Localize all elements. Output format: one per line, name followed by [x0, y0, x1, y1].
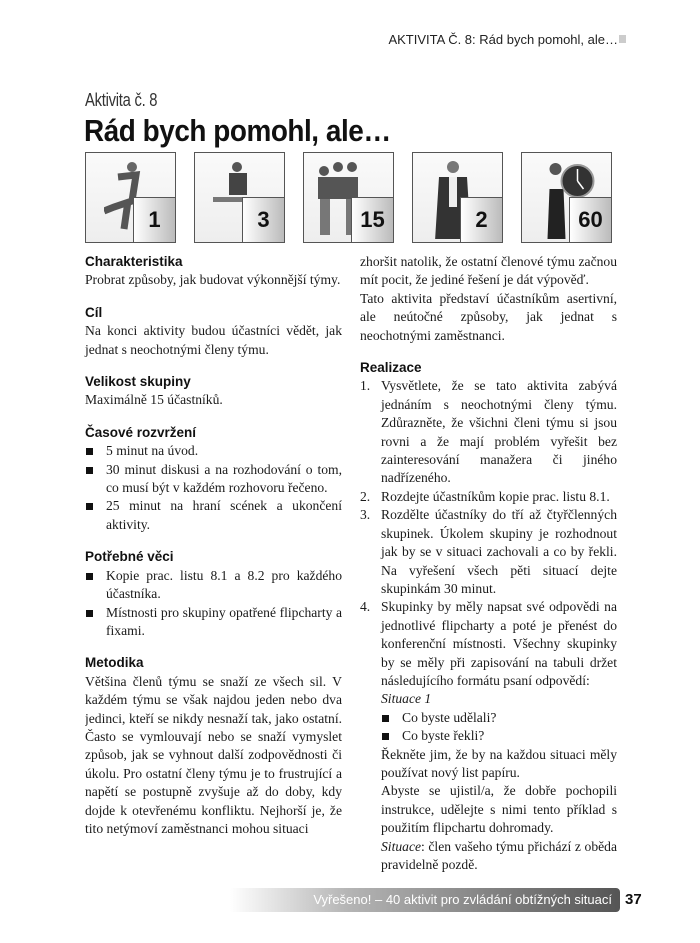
list-item: Co byste řekli?: [381, 727, 617, 745]
step-note: Řekněte jim, že by na každou situaci měly používat nový list papíru.: [381, 746, 617, 780]
woman-clock-icon: [521, 152, 612, 243]
section-text: Většina členů týmu se snaží ze všech sil. V každém týmu se však najdou jeden nebo dva jedinci, kteří se nikdy nesnaží tak, jako ostatní. Často se vymlouvají nebo se snaží vymyslet způsob, jak se vyhnout další zodpovědnosti či úkolu. Pro ostatní členy týmu je to frustrující a napětí se postupně zvyšuje až do doby, kdy dojde k otevřenému konfliktu. Nejhorší je, že tito netýmoví zaměstnanci mohou situaci: [85, 673, 342, 836]
section-casove: [85, 424, 342, 534]
step-item: [360, 377, 617, 487]
list-item: 30 minut diskusi a na rozhodování o tom, co musí být v každém rozhovoru řečeno.: [85, 461, 342, 498]
section-metodika: [85, 654, 342, 838]
activity-number: Aktivita č. 8: [85, 90, 158, 110]
list-item: Co byste udělali?: [381, 709, 617, 727]
example-text: : člen vašeho týmu přichází z oběda pravidelně pozdě.: [381, 838, 617, 872]
step-number: 3.: [360, 507, 371, 523]
step-text: Rozdejte účastníkům kopie prac. listu 8.1.: [381, 488, 610, 504]
situation-label: Situace 1: [381, 691, 432, 707]
section-realizace: [360, 359, 617, 874]
step-text: Rozdělte účastníky do tří až čtyřčlenných skupinek. Úkolem skupiny je rozhodnout jak by se v situaci zachovali a co by řekli. Na vyřešení všech pěti situací dejte skupinkám 30 minut.: [381, 507, 617, 596]
section-heading: Charakteristika: [85, 254, 183, 269]
section-text: Na konci aktivity budou účastníci vědět, jak jednat s neochotnými členy týmu.: [85, 323, 342, 357]
example-label: Situace: [381, 838, 422, 854]
section-text: Maximálně 15 účastníků.: [85, 392, 223, 408]
page-title: Rád bych pomohl, ale…: [84, 113, 391, 148]
section-charakteristika: [85, 253, 342, 290]
person-at-desk-icon: [194, 152, 285, 243]
section-velikost: [85, 373, 342, 410]
section-heading: Velikost skupiny: [85, 374, 191, 390]
left-column: [85, 253, 342, 838]
duration-badge: 60: [569, 197, 611, 242]
section-potrebne: [85, 548, 342, 640]
step-note: Abyste se ujistil/a, že dobře pochopili instrukce, udělejte s nimi tento příklad s použitím flipchartu dohromady.: [381, 783, 617, 836]
step-number: 4.: [360, 599, 371, 615]
section-heading: Cíl: [85, 304, 103, 320]
group-size-badge: 15: [351, 197, 393, 242]
step-number: 2.: [360, 488, 371, 504]
count-badge: 3: [242, 197, 284, 242]
step-text: Skupinky by měly napsat své odpovědi na jednotlivé flipcharty a poté je přenést do konferenční místnosti. Všechny skupinky by se měly při zapisování na tabuli držet následujícího formátu psaní odpovědí:: [381, 599, 617, 688]
list-item: Kopie prac. listu 8.1 a 8.2 pro každého účastníka.: [85, 567, 342, 604]
example: [381, 838, 617, 875]
running-person-icon: [85, 152, 176, 243]
list-item: 5 minut na úvod.: [85, 442, 342, 460]
right-column: [360, 253, 617, 874]
section-heading: Realizace: [360, 360, 422, 376]
step-item: [360, 488, 617, 506]
judge-icon: [412, 152, 503, 243]
list-item: Místnosti pro skupiny opatřené flipcharty a fixami.: [85, 604, 342, 641]
footer-bar: [230, 888, 620, 912]
section-heading: Časové rozvržení: [85, 424, 197, 440]
section-cil: [85, 304, 342, 359]
book-title: Vyřešeno! – 40 aktivit pro zvládání obtížných situací: [313, 892, 612, 907]
step-text: Vysvětlete, že se tato aktivita zabývá jednáním s neochotnými členy týmu. Zdůrazněte, že všichni členi týmu si jsou rovni a že mají problém vyřešit bez zainteresování manažera či jiného nadřízeného.: [381, 378, 617, 486]
group-hands-icon: [303, 152, 394, 243]
list-item: 25 minut na hraní scének a ukončení aktivity.: [85, 497, 342, 534]
step-item: [360, 506, 617, 598]
page-number: 37: [625, 891, 642, 908]
section-text: Probrat způsoby, jak budovat výkonnější týmy.: [85, 272, 341, 288]
participant-count-badge: 1: [133, 197, 175, 242]
section-heading: Metodika: [85, 655, 144, 671]
header-marker: [619, 35, 626, 43]
section-text: Tato aktivita představí účastníkům asertivní, ale neútočné způsoby, jak jednat s neochotnými zaměstnanci.: [360, 290, 617, 343]
count-badge: 2: [460, 197, 502, 242]
running-header: AKTIVITA Č. 8: Rád bych pomohl, ale…: [388, 32, 618, 47]
section-heading: Potřebné věci: [85, 549, 174, 565]
section-text-continued: zhoršit natolik, že ostatní členové týmu začnou mít pocit, že jediné řešení je dát výpověď.: [360, 254, 617, 288]
step-number: 1.: [360, 378, 371, 394]
step-item: [360, 598, 617, 874]
